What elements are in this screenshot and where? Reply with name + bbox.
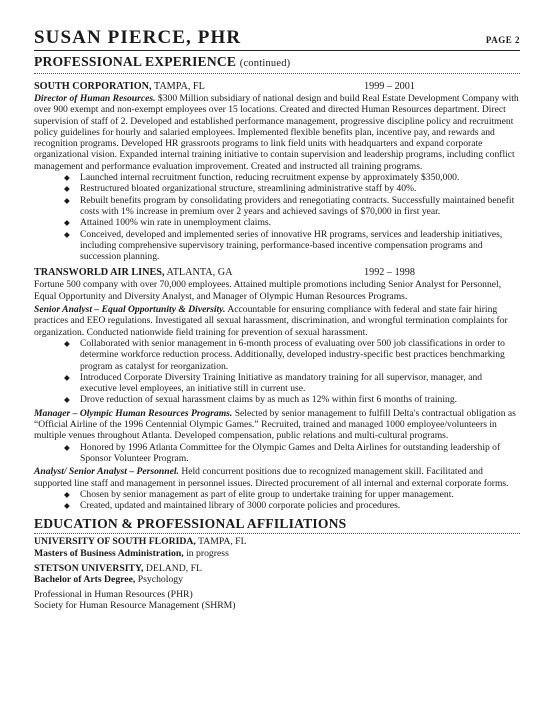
education-entry	[34, 536, 520, 559]
job-dates: 1992 – 1998	[364, 267, 415, 279]
affiliation-item: Society for Human Resource Management (SHRM)	[34, 600, 236, 612]
achievement-list	[34, 172, 520, 262]
page-number: PAGE 2	[485, 35, 520, 45]
achievement-item: ◆ Drove reduction of sexual harassment claims by as much as 12% within first 6 months of training.	[80, 394, 520, 405]
school-name: STETSON UNIVERSITY,	[34, 562, 144, 574]
role-desc-text: Held concurrent positions due to recognized management skill. Facilitated and supported line staff and management in personnel issues. Directed procurement of all internal and external corporate forms.	[34, 466, 509, 489]
role-desc-text: Accountable for ensuring compliance with federal and state fair hiring practices and EEO regulations. Investigated all sexual harassment, discrimination, and wrongful termination complaints for organization. Conducted nationwide field training for prevention of sexual harassment.	[34, 304, 508, 338]
role-desc-text: Selected by senior management to fulfill Delta's contractual obligation as “Official Airline of the 1996 Centennial Olympic Games.” Recruited, trained and managed 1000 employee/volunteers in multiple venues throughout Atlanta. Developed compensation, public relations and multi-cultural programs.	[34, 407, 516, 442]
header-rule	[34, 50, 520, 51]
candidate-name: SUSAN PIERCE, PHR	[34, 27, 242, 48]
achievement-item: ◆ Rebuilt benefits program by consolidating providers and renegotiating contracts. Successfully maintained benefit costs with 1% increase in premium over 2 years and achieved savings of $70,000 in first year.	[80, 195, 520, 218]
affiliation-item: Professional in Human Resources (PHR)	[34, 588, 193, 600]
achievement-list	[34, 442, 520, 465]
degree-name: Masters of Business Administration,	[34, 547, 184, 559]
section-title-experience	[34, 54, 520, 73]
company-intro: Fortune 500 company with over 70,000 employees. Attained multiple promotions including Senior Analyst for Personnel, Equal Opportunity and Diversity Analyst, and Manager of Olympic Human Resources Programs.	[34, 279, 502, 302]
school-location: TAMPA, FL	[195, 536, 247, 548]
job-entry	[34, 267, 520, 511]
role-description	[34, 93, 520, 172]
role-description	[34, 408, 520, 442]
section-title-education: EDUCATION & PROFESSIONAL AFFILIATIONS	[34, 516, 347, 532]
education-entry	[34, 563, 520, 586]
achievement-item: ◆ Attained 100% win rate in unemployment claims.	[80, 217, 520, 228]
role-title: Director of Human Resources.	[34, 93, 156, 104]
job-dates: 1999 – 2001	[364, 81, 415, 92]
company-name: SOUTH CORPORATION,	[34, 81, 152, 92]
achievement-item: ◆ Introduced Corporate Diversity Training Initiative as mandatory training for all supervisor, manager, and executive level employees, an initiative still in current use.	[80, 372, 520, 395]
resume-header	[34, 28, 520, 48]
section-dotted-rule	[34, 533, 520, 534]
achievement-item: ◆ Launched internal recruitment function, reducing recruitment expense by approximately $350,000.	[80, 172, 520, 183]
company-location: TAMPA, FL	[151, 81, 205, 92]
role-title: Manager – Olympic Human Resources Programs.	[34, 407, 233, 419]
section-title-text: PROFESSIONAL EXPERIENCE	[34, 54, 237, 69]
degree-note: in progress	[183, 547, 229, 559]
school-name: UNIVERSITY OF SOUTH FLORIDA,	[34, 536, 196, 548]
achievement-list	[34, 338, 520, 406]
role-description	[34, 304, 520, 338]
job-header	[34, 267, 520, 279]
role-desc-text: $300 Million subsidiary of national design and build Real Estate Development Company with over 900 exempt and non-exempt employees over 15 locations. Created and directed Human Resources department. Direct supervision of staff of 2. Developed and established performance management, progressive discipline policy and recruitment policy guidelines for hourly and salaried employees. Implemented flexible benefits plan, incentive pay, and rewards and recognition programs. Developed HR grassroots programs to link field units with headquarters and expand corporate organizational vision. Expanded internal training initiative to contain supervision and leadership programs, including conflict management and performance evaluation improvement. Created and instructed all training programs.	[34, 93, 519, 172]
achievement-item: ◆ Chosen by senior management as part of elite group to undertake training for upper management.	[80, 489, 520, 500]
company-location: ATLANTA, GA	[164, 267, 233, 279]
section-dotted-rule	[34, 73, 520, 74]
section-continued-note: (continued)	[239, 58, 291, 69]
achievement-item: ◆ Collaborated with senior management in 6-month process of evaluating over 500 job classifications in order to determine workforce reduction process. Additionally, developed industry-specific best practices benchmarking program as catalyst for reorganization.	[80, 338, 520, 372]
achievement-item: ◆ Restructured bloated organizational structure, streamlining administrative staff by 40%.	[80, 183, 520, 194]
degree-note: Psychology	[135, 574, 183, 586]
affiliations-list	[34, 589, 520, 612]
degree-name: Bachelor of Arts Degree,	[34, 574, 136, 586]
job-entry	[34, 81, 520, 262]
achievement-list	[34, 489, 520, 512]
role-title: Senior Analyst – Equal Opportunity & Diversity.	[34, 304, 226, 316]
achievement-item: ◆ Created, updated and maintained library of 3000 corporate policies and procedures.	[80, 500, 520, 511]
role-description	[34, 466, 520, 489]
job-header	[34, 81, 520, 93]
role-title: Analyst/ Senior Analyst – Personnel.	[34, 466, 179, 478]
achievement-item: ◆ Honored by 1996 Atlanta Committee for the Olympic Games and Delta Airlines for outstanding leadership of Sponsor Volunteer Program.	[80, 442, 520, 465]
achievement-item: ◆ Conceived, developed and implemented series of innovative HR programs, services and leadership initiatives, including comprehensive supervisory training, performance-based incentive compensation programs and succession planning.	[80, 229, 520, 263]
school-location: DELAND, FL	[143, 562, 202, 574]
company-name: TRANSWORLD AIR LINES,	[34, 267, 165, 279]
